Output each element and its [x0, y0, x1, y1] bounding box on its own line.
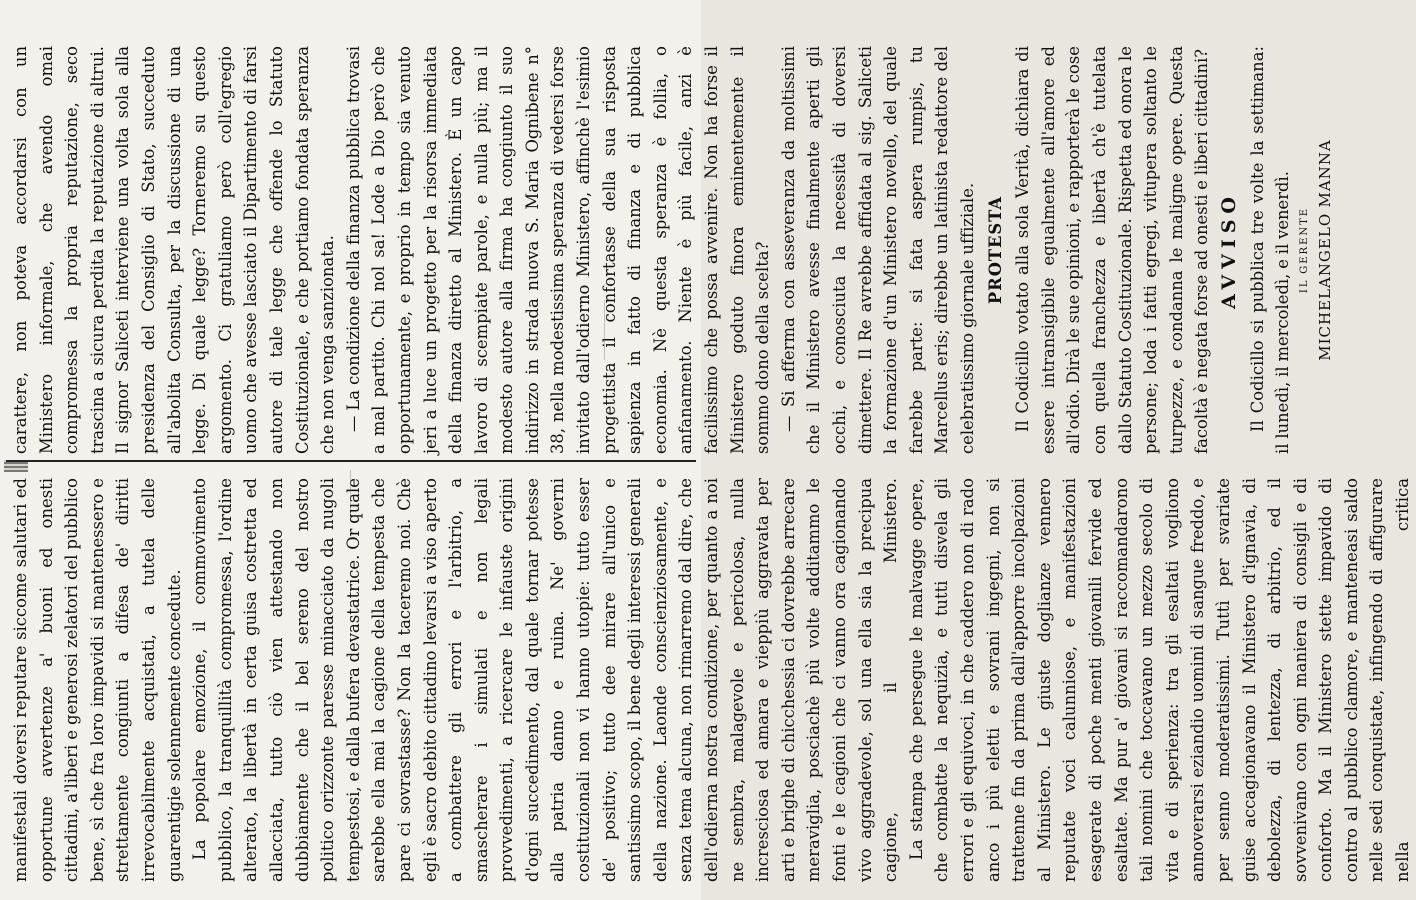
column-rule: [6, 460, 696, 462]
article-paragraph: La popolare emozione, il commovimento pubblico, la tranquillità compromessa, l'ordine alterato, la libertà in certa guisa costretta ed allacciata, tutto ciò vien attestando non dubbiamente che il bel sereno del nostro politico orizzonte paresse minacciato da nugoli tempestosi, e dalla bufera devastatrice. Or quale sarebbe ella mai la cagione della tempesta che pare ci sovrastasse? Non la taceremo noi. Chè egli è sacro debito cittadino levarsi a viso aperto a combattere gli errori e l'arbitrio, a smascherare i simulati e non legali provvedimenti, a ricercare le infauste origini d'ogni succedimento, dal quale tornar potesse alla patria danno e ruina. Ne' governi costituzionali non vi hanno utopie: tutto esser de' positivo; tutto dee mirare all'unico e santissimo scopo, il bene degli interessi generali della nazione. Laonde conscienziosamente, e senza tema alcuna, non rimarremo dal dire, che dell'odierna nostra condizione, per quanto a noi ne sembra, malagevole e pericolosa, nulla incresciosa ed amara e vieppiù aggravata per arti e brighe di chicchessia ci dovrebbe arrecare meraviglia, posciachè più volte additammo le fonti e le cagioni che ci vanno ora cagionando vivo aggradevole, sol una ella sia la precipua cagione, il Ministero.: [190, 478, 901, 882]
paper-scratch: [350, 470, 351, 510]
notice-paragraph: Il Codicillo si pubblica tre volte la settimana: il lunedì, il mercoledì, e il venerdì.: [1247, 46, 1293, 454]
right-column: [8, 46, 1336, 454]
paper-scratch: [604, 300, 605, 360]
article-paragraph: manifestali doversi reputare siccome salutari ed opportune avvertenze a' buoni ed onesti cittadini, a'liberi e generosi zelatori del pubblico bene, sì che fra loro impavidi si mantenessero e strettamente congiunti a difesa de' diritti irrevocabilmente acquistati, a tutela delle guarentigie solennemente concedute.: [11, 478, 184, 882]
article-paragraph: La stampa che persegue le malvagge opere, che combatte la nequizia, e tutti disvela gli errori e gli equivoci, in che caddero non di rado anco i più eletti e sovrani ingegni, non si trattenne fin da prima dall'apporre incolpazioni al Ministero. Le giuste doglianze vennero reputate voci calunniose, e manifestazioni esagerate di poche menti giovanili fervide ed esaltate. Ma pur a' giovani si raccomandarono tali nomini che toccavano un mezzo secolo di vita e di sperienza: tra gli esaltati vogliono annoverarsi eziandio uomini di sangue freddo, e per senno moderatissimi. Tuttì per svariate guise accagionavano il Ministero d'ignavia, di debolezza, di lentezza, di arbitrio, ed il sovvenivano con ogni maniera di consigli e di conforto. Ma il Ministero stette impavido di contro al pubblico clamore, e manteneasi saldo nelle sedi conquistate, infingendo di affigurare nella critica: [906, 478, 1413, 882]
article-paragraph: — Si afferma con asseveranza da moltissimi che il Ministero avesse finalmente aperti gli occhi, e conosciuta la necessità di doversi dimettere. Il Re avrebbe affidata al sig. Saliceti la formazione d'un Ministero novello, del quale farebbe parte: si fata aspera rumpis, tu Marcellus eris; direbbe un latinista redattore del celebratissimo giornale uffiziale.: [778, 46, 977, 454]
article-paragraph: — La condizione della finanza pubblica trovasi a mal partito. Chi nol sa! Lode a Dio però che opportunamente, e proprio in tempo sia venuto jeri a luce un progetto per la risorsa immediata della finanza diretto al Ministero. È un capo lavoro di scempiate parole, e nulla più; ma il modesto autore alla firma ha congiunto il suo indirizzo in strada nuova S. Maria Ognibene n° 38, nella modestissima speranza di vedersi forse invitato dall'odierno Ministero, affinchè l'esimio progettista il confortasse della sua risposta sapienza in fatto di finanza e di pubblica economia. Nè questa speranza è follia, o anfanamento. Niente è più facile, anzi è facilissimo che possa avvenire. Non ha forse il Ministero goduto finora eminentemente il sommo dono della scelta?: [343, 46, 773, 454]
section-heading-protesta: PROTESTA: [985, 195, 1005, 305]
gerente-label: IL GERENTE: [1298, 206, 1310, 294]
left-column: [8, 478, 1416, 882]
section-heading-avviso: AVVISO: [1217, 191, 1240, 310]
article-paragraph: carattere, non poteva accordarsi con un Ministero informale, che avendo omai compromessa la propria reputazione, seco trascina a sicura perdita la reputazione di altrui. Il signor Saliceti interviene una volta sola alla presidenza del Consiglio di Stato, succeduto all'abolita Consulta, per la discussione di una legge. Di quale legge? Torneremo su questo argomento. Ci gratuliamo però coll'egregio uomo che avesse lasciato il Dipartimento di farsi autore di tale legge che offende lo Statuto Costituzionale, e che portiamo fondata speranza che non venga sanzionata.: [11, 46, 338, 454]
article-paragraph: Il Codicillo votato alla sola Verità, dichiara di essere intransigibile egualmente all'amore ed all'odio. Dirà le sue opinioni, e rapporterà le cose con quella franchezza e libertà ch'è tutelata dallo Statuto Costituzionale. Rispetta ed onora le persone; loda i fatti egregi, vitupera soltanto le turpezze, e condanna le maligne opere. Questa facoltà è negata forse ad onesti e liberi cittadini?: [1013, 46, 1212, 454]
gerente-name: MICHELANGELO MANNA: [1315, 139, 1334, 361]
